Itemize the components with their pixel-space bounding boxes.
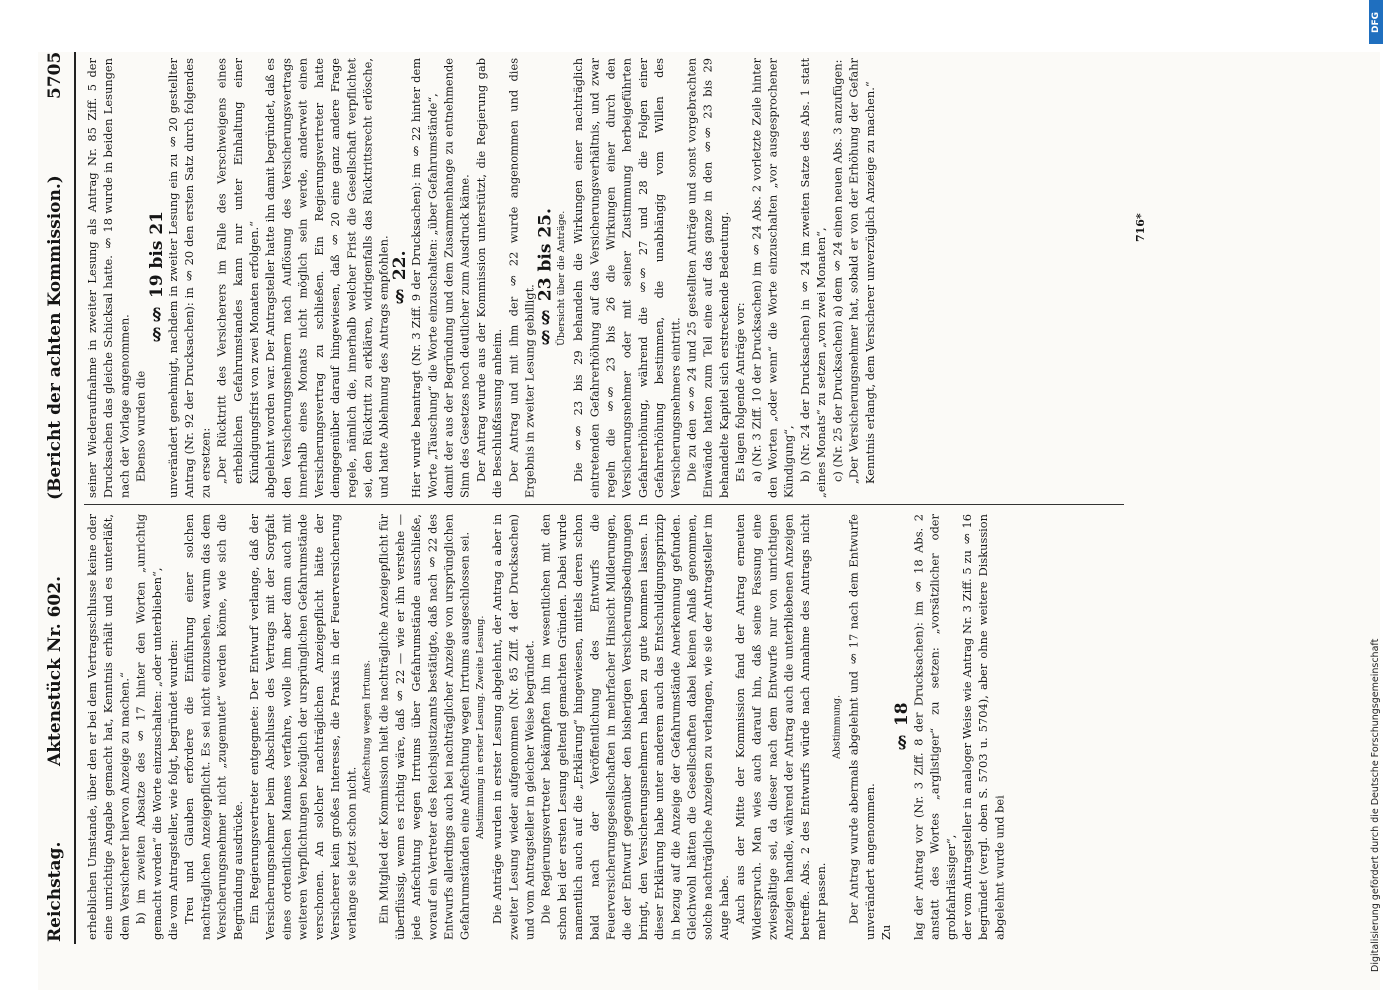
header-report-title: (Bericht der achten Kommission.) bbox=[45, 175, 65, 500]
paragraph: Auch aus der Mitte der Kommission fand der Antrag erneuten Widerspruch. Man wies auch darauf hin, daß seine Fassung eine zwiespältige sei, da dieser nach dem Entwurfe nur von unrichtigen Anzeigen handle, während der Antrag auch die unterbliebenen Anzeigen betreffe. Abs. 2 des Entwurfs würde nach Annahme des Antrags nicht mehr passen. bbox=[733, 514, 829, 940]
paragraph: Der Antrag wurde aus der Kommission unterstützt, die Regierung gab die Beschlußfassung anheim. bbox=[473, 58, 505, 498]
paragraph: b) im zweiten Absatze des § 17 hinter den Worten „unrichtig gemacht worden“ die Worte einzuschalten: „oder unterblieben“, bbox=[133, 514, 164, 940]
paragraph: erheblichen Umstande, über den er bei dem Vertragsschlusse keine oder eine unrichtige Angabe gemacht hat, Kenntnis erhält und es unterläßt, dem Versicherer hiervon Anzeige zu machen.“ bbox=[85, 514, 132, 940]
paragraph: Ein Mitglied der Kommission hielt die nachträgliche Anzeigepflicht für überflüssig, wenn es richtig wäre, daß § 22 — wie er ihn verstehe — jede Anfechtung wegen Irrtums über Gefahrumstände ausschließe, worauf ein Vertreter des Reichsjustizamts bestätigte, daß nach § 22 des Entwurfs allerdings auch bei nachträglicher Anzeige von ursprünglichen Gefahrumständen eine Anfechtung wegen Irrtums ausgeschlossen sei. bbox=[376, 514, 472, 940]
paragraph: Die §§ 23 bis 29 behandeln die Wirkungen einer nachträglich eintretenden Gefahrerhöhung auf das Versicherungsverhältnis, und zwar regeln die §§ 23 bis 26 die Wirkungen einer durch den Versicherungsnehmer oder mit seiner Zustimmung herbeigeführten Gefahrerhöhung, während die §§ 27 und 28 die Folgen einer Gefahrerhöhung bestimmen, die unabhängig vom Willen des Versicherungsnehmers eintritt. bbox=[571, 58, 683, 498]
dfg-logo-text: DFG bbox=[1371, 11, 1381, 33]
text-column-left bbox=[84, 514, 1124, 940]
paragraph: seiner Wiederaufnahme in zweiter Lesung als Antrag Nr. 85 Ziff. 5 der Drucksachen das gleiche Schicksal hatte. § 18 wurde in beiden Lesungen nach der Vorlage angenommen. bbox=[85, 58, 132, 498]
section-heading: §§ 23 bis 25. bbox=[535, 208, 556, 348]
quoted-text: „Der Versicherungsnehmer hat, sobald er von der Erhöhung der Gefahr Kenntnis erlangt, dem Versicherer unverzüglich Anzeige zu machen.“ bbox=[846, 58, 877, 484]
section-heading: § 22. bbox=[389, 250, 410, 306]
quoted-text: „Der Rücktritt des Versicherers im Falle des Verschweigens eines erheblichen Gefahrumstandes kann nur unter Einhaltung einer Kündigungsfrist von zwei Monaten erfolgen.“ bbox=[214, 58, 262, 484]
paragraph: Zu bbox=[878, 924, 893, 940]
paragraph: Der Antrag und mit ihm der § 22 wurde angenommen und dies Ergebnis in zweiter Lesung gebilligt. bbox=[506, 58, 537, 498]
paragraph: abgelehnt worden war. Der Antragsteller hatte ihn damit begründet, daß es den Versicherungsnehmern nach Auflösung des Versicherungsvertrags innerhalb eines Monats nicht möglich sein werde, anderweit einen Versicherungsvertrag zu schließen. Ein Regierungsvertreter hatte demgegenüber darauf hingewiesen, daß § 20 eine ganz andere Frage regele, nämlich die, innerhalb welcher Frist die Gesellschaft verpflichtet sei, den Rücktritt zu erklären, widrigenfalls das Rücktrittsrecht erlösche, und hatte Ablehnung des Antrags empfohlen. bbox=[263, 58, 391, 498]
section-heading: §§ 19 bis 21 bbox=[146, 211, 167, 345]
paragraph: Der Antrag wurde abermals abgelehnt und § 17 nach dem Entwurfe unverändert angenommen. bbox=[846, 514, 877, 940]
subheading: Übersicht über die Anträge. bbox=[555, 210, 567, 346]
paragraph: Treu und Glauben erfordere die Einführung einer solchen nachträglichen Anzeigepflicht. Es sei nicht einzusehen, warum das dem Versicherungsnehmer nicht „zugemutet“ werden könne, wie sich die Begründung ausdrücke. bbox=[182, 514, 245, 940]
paragraph: Hier wurde beantragt (Nr. 3 Ziff. 9 der Drucksachen): im § 22 hinter dem Worte „Täuschung“ die Worte einzuschalten: „über Gefahrumstände“, bbox=[409, 58, 440, 498]
paragraph: lag der Antrag vor (Nr. 3 Ziff. 8 der Drucksachen): im § 18 Abs. 2 anstatt des Wortes „arglistiger“ zu setzen: „vorsätzlicher oder grobfahrlässiger“, bbox=[911, 514, 958, 940]
header-page-number: 5705 bbox=[45, 52, 65, 100]
paragraph: unverändert genehmigt, nachdem in zweiter Lesung ein zu § 20 gestellter Antrag (Nr. 92 der Drucksachen): in § 20 den ersten Satz durch folgendes zu ersetzen: bbox=[166, 58, 213, 498]
paragraph: Die zu den §§ 24 und 25 gestellten Anträge und sonst vorgebrachten Einwände hatten zum Teil eine auf das ganze in den §§ 23 bis 29 behandelte Kapitel sich erstreckende Bedeutung. bbox=[684, 58, 731, 498]
paragraph: Ein Regierungsvertreter entgegnete: Der Entwurf verlange, daß der Versicherungsnehmer beim Abschlusse des Vertrags mit der Sorgfalt eines ordentlichen Mannes verfahre, wolle ihm aber dann auch mit weiteren Verpflichtungen bezüglich der ursprünglichen Gefahrumstände verschonen. An solcher nachträglichen Anzeigepflicht hätte der Versicherer kein großes Interesse, die Praxis in der Feuerversicherung verlange sie jetzt schon nicht. bbox=[247, 514, 359, 940]
header-rule bbox=[74, 52, 76, 944]
paragraph: Die Regierungsvertreter bekämpften ihn im wesentlichen mit den schon bei der ersten Lesung geltend gemachten Gründen. Dabei wurde namentlich auch auf die „Erklärung“ hingewiesen, mittels deren schon bald nach der Veröffentlichung des Entwurfs die Feuerversicherungsgesellschaften in mehrfacher Hinsicht Milderungen, die der Entwurf gegenüber den bisherigen Versicherungsbedingungen bringt, den Versicherungsnehmern haben zu gute kommen lassen. In dieser Erklärung habe unter anderem auch das Entschuldigungsprinzip in bezug auf die Anzeige der Gefahrumstände Anerkennung gefunden. Gleichwohl hätten die Gesellschaften dabei keinen Anlaß genommen, solche nachträgliche Anzeigen zu verlangen, wie sie der Antragsteller im Auge habe. bbox=[538, 514, 731, 940]
funding-note: Digitalisierung gefördert durch die Deutsche Forschungsgemeinschaft bbox=[1370, 638, 1381, 972]
paragraph: c) (Nr. 25 der Drucksachen) a) dem § 24 einen neuen Abs. 3 anzufügen: bbox=[830, 59, 845, 483]
paragraph: der vom Antragsteller in analoger Weise wie Antrag Nr. 3 Ziff. 5 zu § 16 begründet (vergl. oben S. 5703 u. 5704), aber ohne weitere Diskussion abgelehnt wurde und bei bbox=[959, 514, 1007, 940]
paragraph: a) (Nr. 3 Ziff. 10 der Drucksachen) im § 24 Abs. 2 vorletzte Zeile hinter den Worten „oder wenn“ die Worte einzuschalten „vor ausgesprochener Kündigung“, bbox=[749, 58, 796, 498]
section-heading: § 18 bbox=[892, 702, 913, 752]
column-divider bbox=[84, 504, 1124, 505]
header-parliament: Reichstag. bbox=[45, 841, 65, 942]
paragraph: Die Anträge wurden in erster Lesung abgelehnt, der Antrag a aber in zweiter Lesung wieder aufgenommen (Nr. 85 Ziff. 4 der Drucksachen) und vom Antragsteller in gleicher Weise begründet. bbox=[490, 514, 537, 940]
signature-mark: 716* bbox=[1134, 213, 1147, 242]
text-column-right bbox=[84, 58, 1124, 498]
dfg-logo-icon bbox=[1369, 0, 1383, 44]
subheading: Abstimmung in erster Lesung. Zweite Lesung. bbox=[474, 615, 486, 839]
header-document-number: Aktenstück Nr. 602. bbox=[45, 575, 65, 766]
subheading: Anfechtung wegen Irrtums. bbox=[361, 660, 373, 794]
paragraph: b) (Nr. 24 der Drucksachen) in § 24 im zweiten Satze des Abs. 1 statt „eines Monats“ zu setzen „von zwei Monaten“, bbox=[797, 58, 829, 498]
paragraph: damit der aus der Begründung und dem Zusammenhange zu entnehmende Sinn des Gesetzes noch deutlicher zum Ausdruck käme. bbox=[441, 58, 472, 498]
paragraph: Ebenso wurden die bbox=[133, 370, 148, 483]
subheading: Abstimmung. bbox=[831, 694, 843, 760]
paragraph: Es lagen folgende Anträge vor: bbox=[733, 302, 748, 483]
page-header bbox=[44, 52, 70, 942]
scanned-page bbox=[38, 52, 1380, 990]
paragraph: die vom Antragsteller, wie folgt, begründet wurden: bbox=[166, 639, 181, 940]
